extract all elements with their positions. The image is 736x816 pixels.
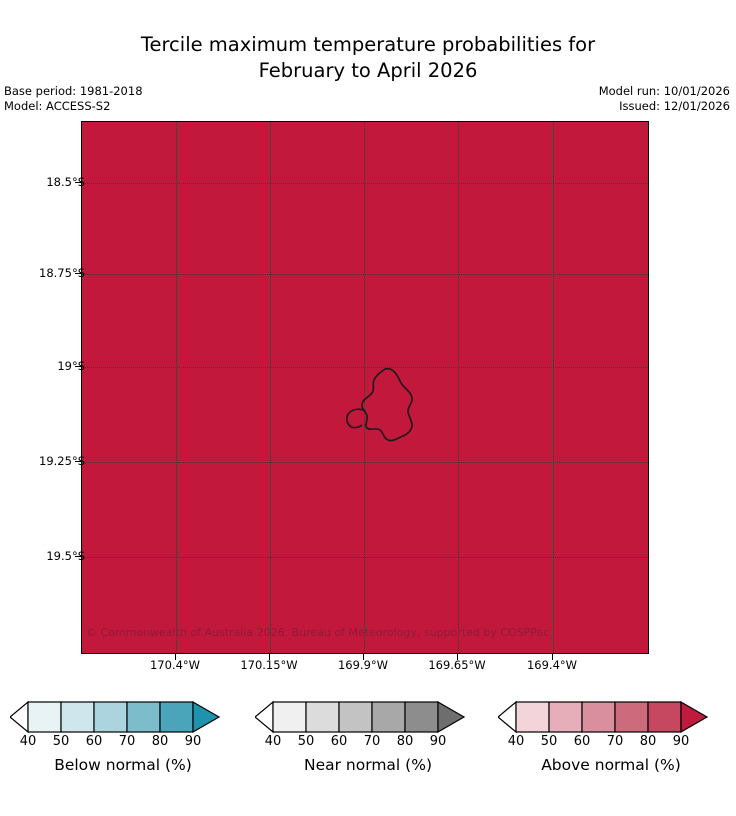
x-axis-label: 169.4°W	[526, 658, 578, 672]
gridline-vertical	[270, 122, 271, 653]
legend-above-normal	[498, 700, 724, 774]
y-axis-label: 18.75°S	[39, 266, 85, 280]
legend-tick: 60	[85, 734, 103, 749]
legend-below-normal	[10, 700, 236, 774]
gridline-vertical	[176, 122, 177, 653]
page-title-line2: February to April 2026	[258, 59, 478, 82]
gridline-horizontal	[82, 274, 648, 275]
legend-tick: 80	[151, 734, 169, 749]
legend-tick: 90	[672, 734, 690, 749]
y-axis-label: 19.25°S	[39, 454, 85, 468]
page-title-line1: Tercile maximum temperature probabilities for	[140, 33, 596, 56]
y-axis-label: 19°S	[57, 359, 85, 373]
legend-tick-labels	[10, 734, 236, 752]
model-text: Model: ACCESS-S2	[4, 99, 111, 113]
legend-near-normal	[255, 700, 481, 774]
x-axis-label: 169.9°W	[337, 658, 389, 672]
legend-tick: 40	[507, 734, 525, 749]
metadata-right	[599, 84, 730, 114]
x-axis-label: 170.4°W	[149, 658, 201, 672]
y-axis-label: 19.5°S	[46, 549, 85, 563]
legend-tick: 40	[264, 734, 282, 749]
legend-tick-labels	[498, 734, 724, 752]
map-panel	[81, 121, 649, 654]
legend-tick: 50	[540, 734, 558, 749]
legend-tick: 60	[573, 734, 591, 749]
gridline-vertical	[364, 122, 365, 653]
gridline-vertical	[458, 122, 459, 653]
gridline-horizontal	[82, 367, 648, 368]
page-title	[0, 32, 736, 84]
issued-text: Issued: 12/01/2026	[619, 99, 730, 113]
gridline-horizontal	[82, 557, 648, 558]
legend-tick: 60	[330, 734, 348, 749]
gridline-horizontal	[82, 183, 648, 184]
legend-colorbar	[10, 700, 236, 734]
map-credit-text: © Commonwealth of Australia 2026, Bureau of Meteorology, supported by COSPPac	[86, 626, 550, 639]
legend-tick: 70	[118, 734, 136, 749]
legend-tick: 70	[363, 734, 381, 749]
legend-tick: 50	[52, 734, 70, 749]
legend-tick: 90	[429, 734, 447, 749]
legend-tick: 80	[639, 734, 657, 749]
legend-tick-labels	[255, 734, 481, 752]
gridline-vertical	[553, 122, 554, 653]
legend-title: Below normal (%)	[54, 756, 192, 774]
legend-tick: 50	[297, 734, 315, 749]
legend-colorbar	[498, 700, 724, 734]
legend-tick: 70	[606, 734, 624, 749]
model-run-text: Model run: 10/01/2026	[598, 84, 730, 98]
legend-tick: 40	[19, 734, 37, 749]
legend-colorbar	[255, 700, 481, 734]
x-axis-label: 169.65°W	[428, 658, 486, 672]
x-axis-label: 170.15°W	[240, 658, 298, 672]
legend-title: Near normal (%)	[304, 756, 432, 774]
metadata-left	[4, 84, 143, 114]
legend-tick: 90	[184, 734, 202, 749]
map-probability-fill	[82, 122, 648, 653]
legend-title: Above normal (%)	[541, 756, 681, 774]
base-period-text: Base period: 1981-2018	[4, 84, 143, 98]
y-axis-label: 18.5°S	[46, 175, 85, 189]
gridline-horizontal	[82, 462, 648, 463]
legend-tick: 80	[396, 734, 414, 749]
